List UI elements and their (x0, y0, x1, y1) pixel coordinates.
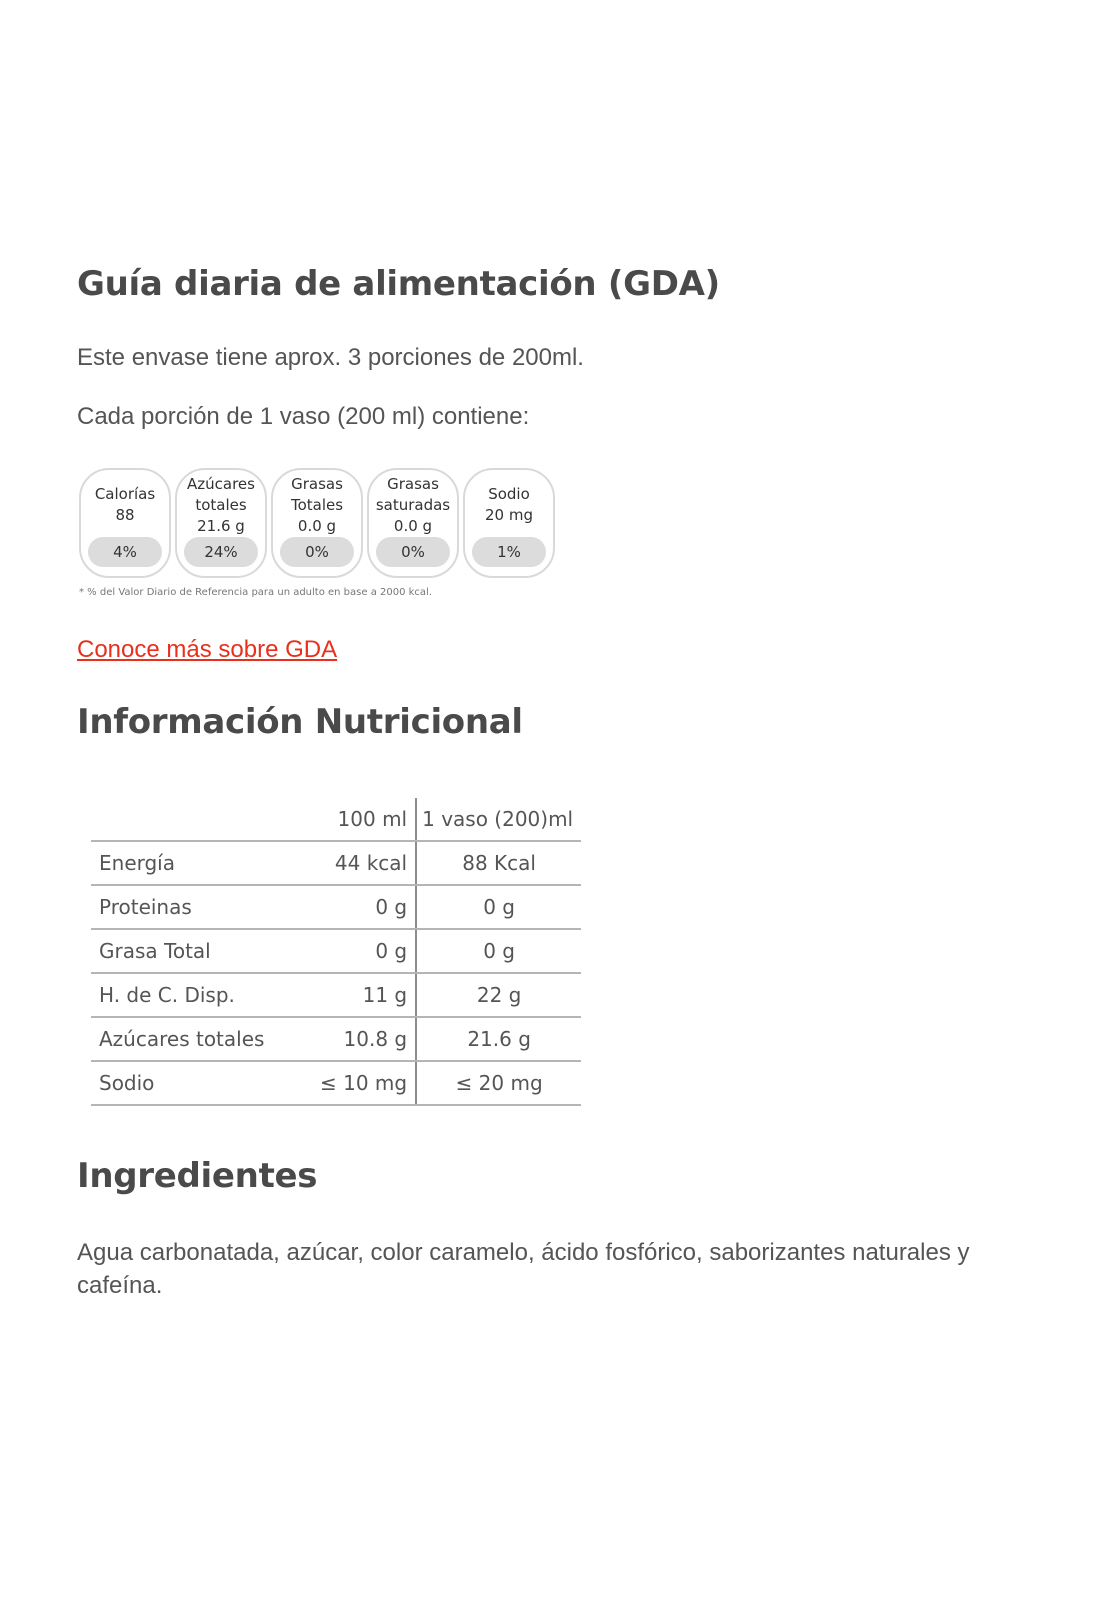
value-vaso: 0 g (416, 885, 581, 929)
badge-line: 0.0 g (297, 516, 337, 535)
nutrient-name: Energía (91, 841, 312, 885)
table-row (91, 1017, 581, 1061)
badge-line: Grasas (291, 474, 343, 493)
table-header-row (91, 798, 581, 841)
gda-badge-azucares (175, 468, 267, 578)
nutrient-name: Azúcares totales (91, 1017, 312, 1061)
value-vaso: 0 g (416, 929, 581, 973)
value-100ml: 0 g (312, 929, 416, 973)
servings-text: Este envase tiene aprox. 3 porciones de 200ml. (77, 344, 584, 371)
badge-percent: 1% (472, 537, 546, 567)
badge-line: 88 (115, 506, 135, 524)
badge-percent: 24% (184, 537, 258, 567)
badge-percent: 0% (280, 537, 354, 567)
badge-line: Totales (290, 495, 344, 514)
ingredients-title: Ingredientes (77, 1156, 318, 1196)
table-row (91, 929, 581, 973)
nutrient-name: Sodio (91, 1061, 312, 1105)
badge-label (273, 472, 361, 538)
value-100ml: 0 g (312, 885, 416, 929)
badge-label (369, 472, 457, 538)
value-vaso: 21.6 g (416, 1017, 581, 1061)
ingredients-text: Agua carbonatada, azúcar, color caramelo, ácido fosfórico, saborizantes naturales y cafeína. (77, 1239, 970, 1299)
badge-line: totales (195, 495, 247, 514)
table-row (91, 1061, 581, 1105)
gda-badge-calorias (79, 468, 171, 578)
table-row (91, 885, 581, 929)
nutrient-name: Grasa Total (91, 929, 312, 973)
nutrient-name: Proteinas (91, 885, 312, 929)
badge-line: 20 mg (485, 506, 533, 524)
badge-label (465, 472, 553, 538)
value-vaso: ≤ 20 mg (416, 1061, 581, 1105)
nutrient-name: H. de C. Disp. (91, 973, 312, 1017)
badge-line: Grasas (387, 474, 439, 493)
badge-label (81, 472, 169, 538)
badge-line: saturadas (375, 495, 451, 514)
badge-line: 0.0 g (393, 516, 433, 535)
gda-badges (79, 468, 555, 580)
value-100ml: 11 g (312, 973, 416, 1017)
gda-badge-grasas-saturadas (367, 468, 459, 578)
gda-badge-sodio (463, 468, 555, 578)
nutrition-title: Información Nutricional (77, 702, 523, 742)
gda-badge-grasas-totales (271, 468, 363, 578)
badge-percent: 4% (88, 537, 162, 567)
nutrition-table (91, 798, 581, 1106)
value-vaso: 22 g (416, 973, 581, 1017)
column-header (91, 798, 312, 841)
value-vaso: 88 Kcal (416, 841, 581, 885)
badge-line: Azúcares (187, 474, 255, 493)
portion-text: Cada porción de 1 vaso (200 ml) contiene: (77, 403, 530, 430)
gda-more-link[interactable]: Conoce más sobre GDA (77, 636, 338, 663)
column-header: 1 vaso (200)ml (416, 798, 581, 841)
badge-line: Sodio (488, 485, 530, 503)
badge-percent: 0% (376, 537, 450, 567)
value-100ml: 44 kcal (312, 841, 416, 885)
table-row (91, 973, 581, 1017)
value-100ml: ≤ 10 mg (312, 1061, 416, 1105)
gda-title: Guía diaria de alimentación (GDA) (77, 264, 720, 304)
column-header: 100 ml (312, 798, 416, 841)
gda-footnote: * % del Valor Diario de Referencia para un adulto en base a 2000 kcal. (79, 587, 433, 598)
badge-line: 21.6 g (197, 516, 245, 535)
badge-label (177, 472, 265, 538)
badge-line: Calorías (94, 485, 156, 503)
table-row (91, 841, 581, 885)
value-100ml: 10.8 g (312, 1017, 416, 1061)
